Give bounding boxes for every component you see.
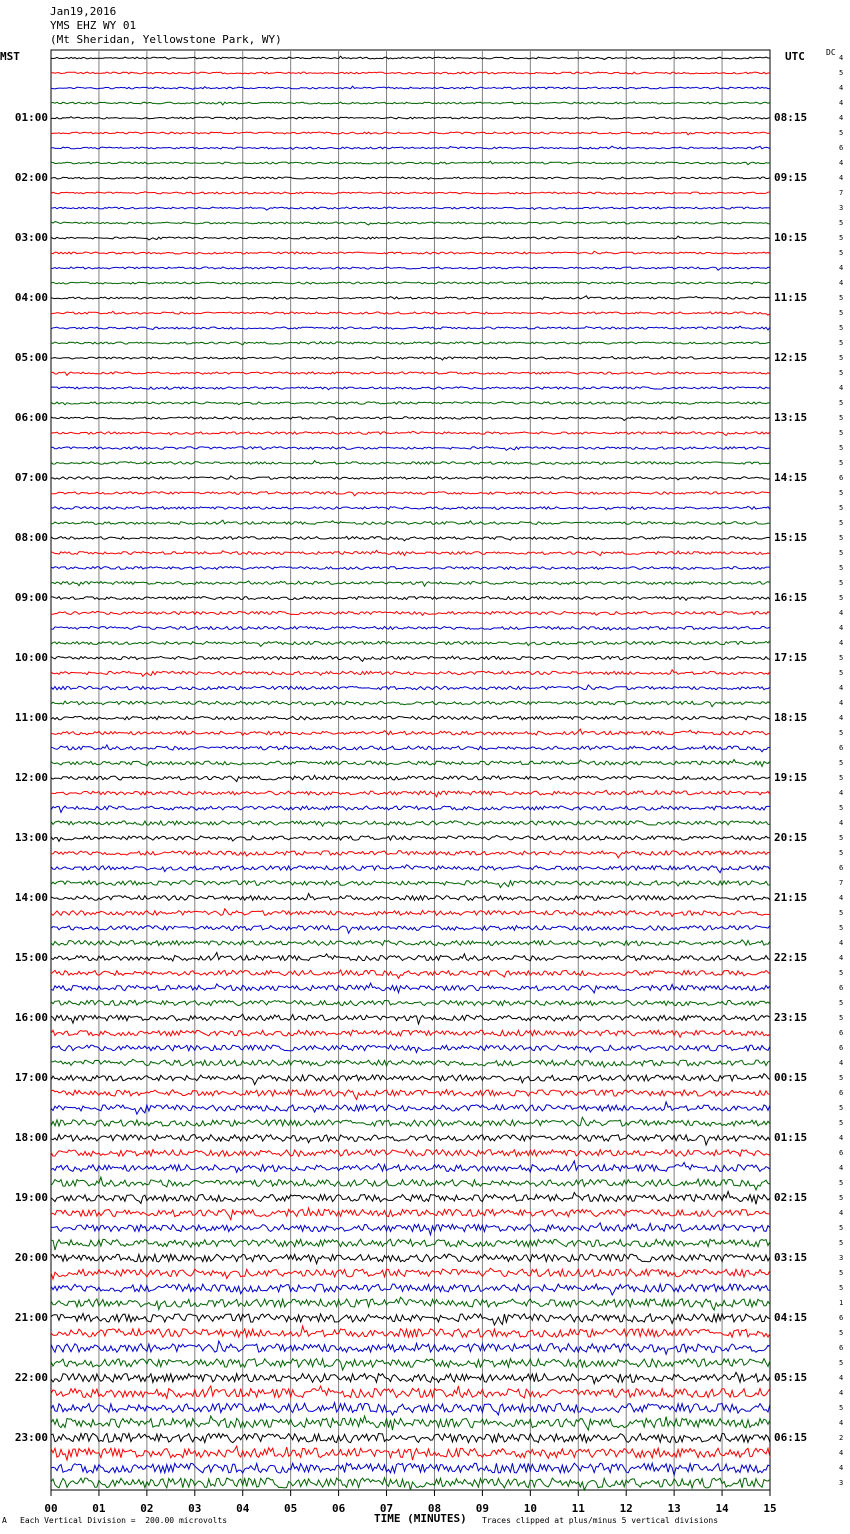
trace-row: [51, 192, 770, 195]
dc-offset-value: 5: [839, 504, 844, 512]
dc-offset-value: 5: [839, 594, 844, 602]
dc-offset-value: 5: [839, 1074, 844, 1082]
trace-row: [51, 1386, 770, 1398]
dc-offset-value: 4: [839, 54, 844, 62]
trace-row: [51, 851, 770, 858]
dc-offset-value: 6: [839, 1089, 844, 1097]
trace-row: [51, 1359, 770, 1370]
dc-offset-value: 6: [839, 984, 844, 992]
dc-offset-value: 5: [839, 459, 844, 467]
dc-offset-value: 5: [839, 549, 844, 557]
trace-row: [51, 1372, 770, 1383]
dc-offset-value: 5: [839, 834, 844, 842]
x-axis-title: TIME (MINUTES): [374, 1512, 467, 1525]
dc-offset-value: 4: [839, 1419, 844, 1427]
trace-row: [51, 716, 770, 720]
dc-offset-value: 3: [839, 204, 844, 212]
trace-row: [51, 1059, 770, 1067]
trace-row: [51, 56, 770, 59]
trace-row: [51, 236, 770, 240]
trace-row: [51, 567, 770, 570]
trace-row: [51, 894, 770, 901]
dc-offset-value: 5: [839, 129, 844, 137]
trace-row: [51, 102, 770, 105]
trace-row: [51, 72, 770, 74]
dc-offset-value: 4: [839, 1389, 844, 1397]
x-tick-label: 01: [92, 1502, 106, 1515]
trace-row: [51, 267, 770, 270]
dc-offset-value: 6: [839, 1149, 844, 1157]
trace-row: [51, 402, 770, 405]
dc-offset-value: 4: [839, 1374, 844, 1382]
right-time-label: 01:15: [774, 1131, 808, 1144]
dc-offset-value: 5: [839, 804, 844, 812]
trace-row: [51, 1416, 770, 1430]
x-tick-label: 13: [667, 1502, 681, 1515]
dc-offset-value: 5: [839, 729, 844, 737]
trace-row: [51, 865, 770, 873]
left-time-label: 11:00: [14, 711, 48, 724]
plot-date: Jan19,2016: [50, 5, 117, 18]
dc-offset-value: 4: [839, 99, 844, 107]
dc-offset-value: 6: [839, 1314, 844, 1322]
trace-row: [51, 821, 770, 826]
dc-offset-value: 4: [839, 1209, 844, 1217]
trace-row: [51, 222, 770, 225]
dc-offset-value: 4: [839, 264, 844, 272]
left-time-label: 05:00: [14, 351, 48, 364]
right-time-label: 23:15: [774, 1011, 808, 1024]
left-time-label: 18:00: [14, 1131, 48, 1144]
station-location: (Mt Sheridan, Yellowstone Park, WY): [50, 33, 282, 46]
dc-offset-value: 5: [839, 1179, 844, 1187]
right-time-label: 16:15: [774, 591, 808, 604]
left-time-label: 07:00: [14, 471, 48, 484]
dc-offset-value: 4: [839, 954, 844, 962]
trace-row: [51, 1341, 770, 1354]
trace-row: [51, 1014, 770, 1024]
right-time-label: 22:15: [774, 951, 808, 964]
trace-row: [51, 1074, 770, 1085]
dc-offset-value: 5: [839, 414, 844, 422]
left-time-label: 03:00: [14, 231, 48, 244]
x-tick-label: 00: [44, 1502, 58, 1515]
trace-row: [51, 611, 770, 615]
trace-row: [51, 745, 770, 752]
dc-offset-value: 5: [839, 969, 844, 977]
right-time-label: 04:15: [774, 1311, 808, 1324]
left-time-label: 19:00: [14, 1191, 48, 1204]
trace-row: [51, 1192, 770, 1205]
trace-row: [51, 1463, 770, 1475]
trace-row: [51, 492, 770, 496]
dc-offset-value: 4: [839, 159, 844, 167]
dc-offset-value: 5: [839, 759, 844, 767]
right-time-label: 06:15: [774, 1431, 808, 1444]
trace-row: [51, 1403, 770, 1415]
trace-row: [51, 970, 770, 978]
right-time-label: 19:15: [774, 771, 808, 784]
trace-row: [51, 282, 770, 284]
right-time-label: 20:15: [774, 831, 808, 844]
x-tick-label: 15: [763, 1502, 777, 1515]
x-tick-label: 04: [236, 1502, 250, 1515]
dc-offset-value: 6: [839, 744, 844, 752]
left-time-label: 04:00: [14, 291, 48, 304]
dc-offset-value: 5: [839, 1269, 844, 1277]
trace-row: [51, 1314, 770, 1326]
trace-row: [51, 760, 770, 767]
x-tick-label: 14: [715, 1502, 729, 1515]
trace-row: [51, 1177, 770, 1190]
dc-offset-value: 5: [839, 69, 844, 77]
trace-row: [51, 835, 770, 841]
trace-row: [51, 1478, 770, 1490]
right-time-label: 00:15: [774, 1071, 808, 1084]
x-tick-label: 06: [331, 1502, 346, 1515]
dc-offset-value: 5: [839, 489, 844, 497]
left-timezone-label: MST: [0, 50, 20, 63]
left-time-label: 15:00: [14, 951, 48, 964]
x-tick-label: 10: [523, 1502, 537, 1515]
dc-offset-value: 4: [839, 819, 844, 827]
right-time-label: 12:15: [774, 351, 808, 364]
x-tick-label: 07: [379, 1502, 394, 1515]
trace-row: [51, 311, 770, 315]
dc-offset-value: 4: [839, 1059, 844, 1067]
trace-row: [51, 1208, 770, 1220]
trace-row: [51, 296, 770, 300]
dc-offset-value: 4: [839, 624, 844, 632]
dc-offset-value: 7: [839, 189, 844, 197]
right-time-label: 02:15: [774, 1191, 808, 1204]
trace-row: [51, 790, 770, 797]
dc-offset-value: 4: [839, 894, 844, 902]
trace-row: [51, 251, 770, 254]
trace-row: [51, 1297, 770, 1310]
trace-row: [51, 1161, 770, 1172]
dc-offset-value: 6: [839, 1344, 844, 1352]
trace-row: [51, 1030, 770, 1037]
trace-row: [51, 417, 770, 421]
trace-row: [51, 1433, 770, 1442]
dc-offset-value: 5: [839, 354, 844, 362]
dc-offset-value: 3: [839, 1479, 844, 1487]
trace-row: [51, 342, 770, 346]
right-time-label: 15:15: [774, 531, 808, 544]
trace-row: [51, 431, 770, 435]
dc-offset-value: 5: [839, 1404, 844, 1412]
dc-offset-value: 5: [839, 1014, 844, 1022]
right-time-label: 10:15: [774, 231, 808, 244]
trace-row: [51, 207, 770, 210]
trace-row: [51, 983, 770, 993]
dc-offset-header: DC: [826, 48, 836, 57]
dc-offset-value: 5: [839, 429, 844, 437]
trace-row: [51, 926, 770, 934]
left-time-label: 02:00: [14, 171, 48, 184]
dc-offset-value: 3: [839, 1254, 844, 1262]
right-time-label: 21:15: [774, 891, 808, 904]
left-time-label: 09:00: [14, 591, 48, 604]
dc-offset-value: 4: [839, 939, 844, 947]
dc-offset-value: 4: [839, 1164, 844, 1172]
trace-row: [51, 536, 770, 540]
dc-offset-value: 5: [839, 1359, 844, 1367]
trace-row: [51, 775, 770, 781]
dc-offset-value: 5: [839, 669, 844, 677]
trace-row: [51, 447, 770, 451]
left-time-label: 21:00: [14, 1311, 48, 1324]
dc-offset-value: 5: [839, 654, 844, 662]
dc-offset-value: 5: [839, 249, 844, 257]
trace-row: [51, 506, 770, 509]
dc-offset-value: 4: [839, 1449, 844, 1457]
dc-offset-value: 5: [839, 1329, 844, 1337]
trace-row: [51, 685, 770, 690]
dc-offset-value: 4: [839, 174, 844, 182]
dc-offset-value: 5: [839, 1239, 844, 1247]
dc-offset-value: 6: [839, 1044, 844, 1052]
trace-row: [51, 953, 770, 962]
trace-row: [51, 1223, 770, 1235]
trace-row: [51, 461, 770, 465]
footer-mark: A: [2, 1516, 7, 1525]
right-time-label: 08:15: [774, 111, 808, 124]
x-tick-label: 05: [284, 1502, 298, 1515]
trace-row: [51, 1284, 770, 1295]
trace-row: [51, 146, 770, 149]
dc-offset-value: 5: [839, 339, 844, 347]
left-time-label: 08:00: [14, 531, 48, 544]
right-time-label: 14:15: [774, 471, 808, 484]
dc-offset-value: 5: [839, 849, 844, 857]
plot-frame: [51, 50, 770, 1490]
right-time-label: 11:15: [774, 291, 808, 304]
trace-row: [51, 597, 770, 601]
trace-row: [51, 1239, 770, 1250]
trace-row: [51, 1268, 770, 1279]
dc-offset-value: 4: [839, 1134, 844, 1142]
dc-offset-value: 1: [839, 1299, 844, 1307]
trace-row: [51, 641, 770, 647]
trace-row: [51, 550, 770, 555]
left-time-label: 20:00: [14, 1251, 48, 1264]
dc-offset-value: 4: [839, 714, 844, 722]
dc-offset-value: 4: [839, 384, 844, 392]
right-time-label: 13:15: [774, 411, 808, 424]
x-tick-label: 08: [427, 1502, 442, 1515]
trace-row: [51, 1117, 770, 1126]
trace-row: [51, 326, 770, 330]
dc-offset-value: 5: [839, 999, 844, 1007]
x-tick-label: 09: [475, 1502, 490, 1515]
dc-offset-value: 5: [839, 294, 844, 302]
trace-row: [51, 729, 770, 735]
dc-offset-value: 5: [839, 1284, 844, 1292]
x-tick-label: 03: [188, 1502, 202, 1515]
x-tick-label: 02: [140, 1502, 154, 1515]
dc-offset-value: 5: [839, 534, 844, 542]
dc-offset-value: 5: [839, 564, 844, 572]
dc-offset-value: 4: [839, 684, 844, 692]
dc-offset-value: 5: [839, 1119, 844, 1127]
dc-offset-value: 6: [839, 144, 844, 152]
dc-offset-value: 5: [839, 1104, 844, 1112]
trace-row: [51, 909, 770, 917]
x-tick-label: 11: [571, 1502, 585, 1515]
dc-offset-value: 5: [839, 399, 844, 407]
trace-row: [51, 701, 770, 707]
dc-offset-value: 5: [839, 309, 844, 317]
right-time-label: 09:15: [774, 171, 808, 184]
dc-offset-value: 4: [839, 279, 844, 287]
trace-row: [51, 1102, 770, 1114]
trace-row: [51, 357, 770, 361]
dc-offset-value: 5: [839, 444, 844, 452]
vertical-scale-note: Each Vertical Division = 200.00 microvolts: [20, 1516, 228, 1525]
dc-offset-value: 5: [839, 234, 844, 242]
trace-row: [51, 1326, 770, 1337]
dc-offset-value: 2: [839, 1434, 844, 1442]
dc-offset-value: 4: [839, 639, 844, 647]
trace-row: [51, 670, 770, 677]
trace-row: [51, 372, 770, 376]
right-time-label: 17:15: [774, 651, 808, 664]
dc-offset-value: 6: [839, 474, 844, 482]
left-time-label: 01:00: [14, 111, 48, 124]
dc-offset-value: 7: [839, 879, 844, 887]
trace-row: [51, 1446, 770, 1460]
right-timezone-label: UTC: [785, 50, 805, 63]
trace-row: [51, 177, 770, 180]
trace-row: [51, 1045, 770, 1053]
trace-row: [51, 806, 770, 812]
left-time-label: 12:00: [14, 771, 48, 784]
right-time-label: 03:15: [774, 1251, 808, 1264]
trace-row: [51, 940, 770, 946]
dc-offset-value: 6: [839, 864, 844, 872]
dc-offset-value: 4: [839, 699, 844, 707]
trace-row: [51, 86, 770, 89]
trace-row: [51, 1150, 770, 1157]
left-time-label: 23:00: [14, 1431, 48, 1444]
dc-offset-value: 5: [839, 519, 844, 527]
dc-offset-value: 4: [839, 84, 844, 92]
trace-row: [51, 161, 770, 165]
dc-offset-value: 5: [839, 369, 844, 377]
dc-offset-value: 4: [839, 609, 844, 617]
left-time-label: 14:00: [14, 891, 48, 904]
left-time-label: 17:00: [14, 1071, 48, 1084]
trace-row: [51, 520, 770, 525]
dc-offset-value: 6: [839, 1029, 844, 1037]
dc-offset-value: 4: [839, 1464, 844, 1472]
trace-row: [51, 581, 770, 586]
trace-row: [51, 626, 770, 630]
clipping-note: Traces clipped at plus/minus 5 vertical divisions: [482, 1516, 719, 1525]
dc-offset-value: 4: [839, 789, 844, 797]
trace-row: [51, 1134, 770, 1145]
left-time-label: 13:00: [14, 831, 48, 844]
right-time-label: 18:15: [774, 711, 808, 724]
dc-offset-value: 5: [839, 324, 844, 332]
trace-row: [51, 117, 770, 120]
dc-offset-value: 5: [839, 579, 844, 587]
trace-row: [51, 1254, 770, 1264]
left-time-label: 06:00: [14, 411, 48, 424]
dc-offset-value: 4: [839, 114, 844, 122]
left-time-label: 16:00: [14, 1011, 48, 1024]
x-tick-label: 12: [619, 1502, 633, 1515]
trace-row: [51, 476, 770, 480]
left-time-label: 10:00: [14, 651, 48, 664]
trace-row: [51, 132, 770, 135]
trace-row: [51, 1000, 770, 1005]
station-code: YMS EHZ WY 01: [50, 19, 137, 32]
trace-row: [51, 1090, 770, 1100]
dc-offset-value: 5: [839, 219, 844, 227]
right-time-label: 05:15: [774, 1371, 808, 1384]
dc-offset-value: 5: [839, 909, 844, 917]
left-time-label: 22:00: [14, 1371, 48, 1384]
dc-offset-value: 5: [839, 1194, 844, 1202]
trace-row: [51, 387, 770, 390]
trace-row: [51, 656, 770, 661]
dc-offset-value: 5: [839, 1224, 844, 1232]
dc-offset-value: 5: [839, 774, 844, 782]
dc-offset-value: 5: [839, 924, 844, 932]
trace-row: [51, 881, 770, 888]
